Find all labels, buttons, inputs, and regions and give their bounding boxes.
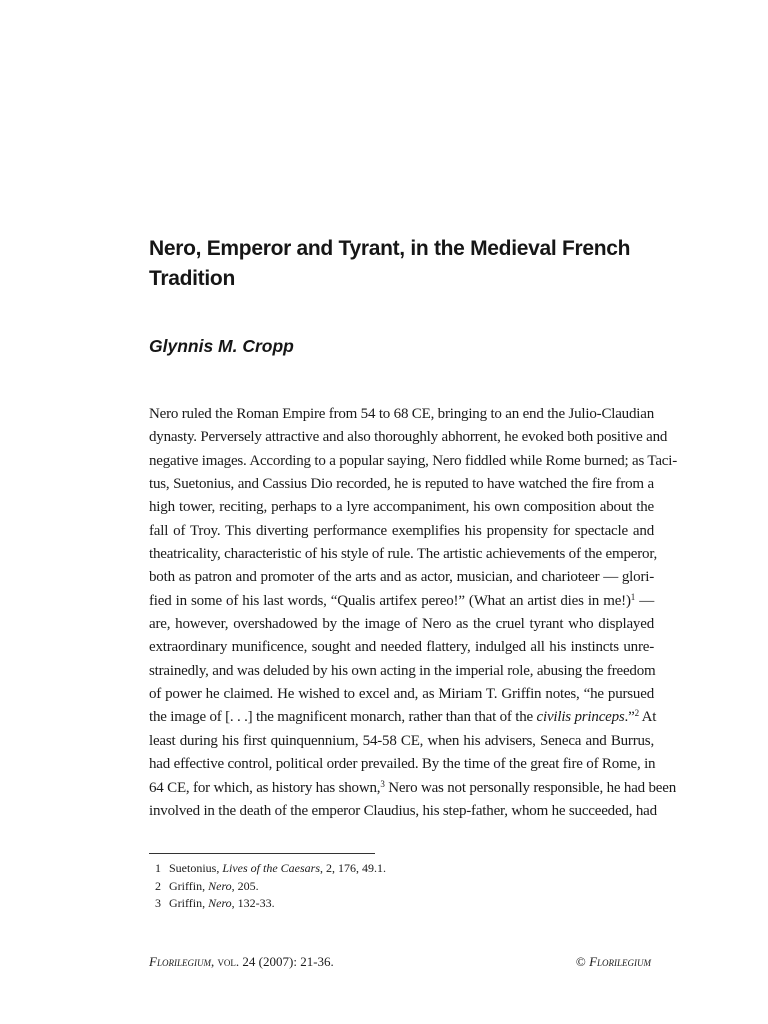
footnote-text: Griffin, <box>169 878 209 893</box>
body-line <box>149 590 654 613</box>
footnote-ref-3[interactable]: 3 <box>380 778 385 789</box>
body-line: theatricality, characteristic of his style of rule. The artistic achievements of the emperor, <box>149 546 658 563</box>
journal-citation <box>149 953 334 971</box>
journal-volume: , vol. 24 (2007): 21-36. <box>210 954 334 969</box>
footnote-italic: Lives of the Caesars <box>222 861 321 875</box>
footnote-text: , 205. <box>231 878 259 893</box>
footnote-text: Suetonius, <box>169 861 223 875</box>
body-line: of power he claimed. He wished to excel and, as Miriam T. Griffin notes, “he pursued <box>149 686 654 703</box>
body-line: tus, Suetonius, and Cassius Dio recorded, he is reputed to have watched the fire from a <box>149 476 654 493</box>
body-line: Nero ruled the Roman Empire from 54 to 68 CE, bringing to an end the Julio-Claudian <box>149 406 654 422</box>
footnote-number: 3 <box>155 896 161 910</box>
article-author: Glynnis M. Cropp <box>149 336 294 356</box>
body-line: both as patron and promoter of the arts and as actor, musician, and charioteer — glori- <box>149 569 654 586</box>
body-line-text: .” <box>624 709 635 726</box>
body-line-text: At <box>638 709 657 726</box>
body-line <box>149 777 677 800</box>
body-line-text: — <box>635 592 654 609</box>
footnote-text: , 132-33. <box>231 896 275 910</box>
article-title-line-1: Nero, Emperor and Tyrant, in the Medieval French <box>149 237 631 260</box>
footnotes <box>155 860 575 913</box>
article-title-line-2: Tradition <box>149 267 235 290</box>
body-paragraph <box>149 403 678 823</box>
footnote-item <box>155 895 575 913</box>
footnote-item <box>155 860 575 878</box>
body-line: extraordinary munificence, sought and needed flattery, indulged all his instincts unre- <box>149 639 654 656</box>
copyright-notice <box>576 953 651 971</box>
body-line-text: fied in some of his last words, “Qualis artifex pereo!” (What an artist dies in me!) <box>149 592 631 609</box>
body-line: fall of Troy. This diverting performance exemplifies his propensity for spectacle and <box>149 522 654 539</box>
footnote-number: 2 <box>155 878 161 893</box>
copyright-symbol: © <box>575 954 586 969</box>
journal-name: Florilegium <box>149 954 211 969</box>
body-line: high tower, reciting, perhaps to a lyre accompaniment, his own composition about the <box>149 499 654 516</box>
running-footer <box>149 953 651 971</box>
footnote-number: 1 <box>155 861 161 875</box>
footnote-ref-1[interactable]: 1 <box>630 591 636 602</box>
footnote-text: Griffin, <box>169 896 209 910</box>
body-line: had effective control, political order prevailed. By the time of the great fire of Rome, in <box>149 756 656 773</box>
body-line <box>149 706 657 729</box>
footnote-italic: Nero <box>208 896 232 910</box>
footnote-italic: Nero <box>208 878 232 893</box>
body-line-text: Nero was not personally responsible, he had been <box>384 779 677 796</box>
footnote-ref-2[interactable]: 2 <box>634 708 639 719</box>
footnote-item <box>155 878 575 896</box>
body-italic-term: civilis princeps <box>536 709 625 726</box>
copyright-holder: Florilegium <box>589 954 651 969</box>
body-line: negative images. According to a popular saying, Nero fiddled while Rome burned; as Taci- <box>149 452 678 469</box>
body-line-text: the image of [. . .] the magnificent monarch, rather than that of the <box>149 709 537 726</box>
body-line: involved in the death of the emperor Claudius, his step-father, whom he succeeded, had <box>149 802 657 819</box>
body-line-text: 64 CE, for which, as history has shown, <box>149 779 381 796</box>
body-line: strainedly, and was deluded by his own acting in the imperial role, abusing the freedom <box>149 662 656 679</box>
body-line: least during his first quinquennium, 54-58 CE, when his advisers, Seneca and Burrus, <box>149 732 654 749</box>
footnote-text: , 2, 176, 49.1. <box>320 861 387 875</box>
body-line: dynasty. Perversely attractive and also thoroughly abhorrent, he evoked both positive and <box>149 429 668 446</box>
footnote-divider <box>149 853 375 854</box>
article-title <box>149 234 669 294</box>
body-line: are, however, overshadowed by the image of Nero as the cruel tyrant who displayed <box>149 616 654 633</box>
